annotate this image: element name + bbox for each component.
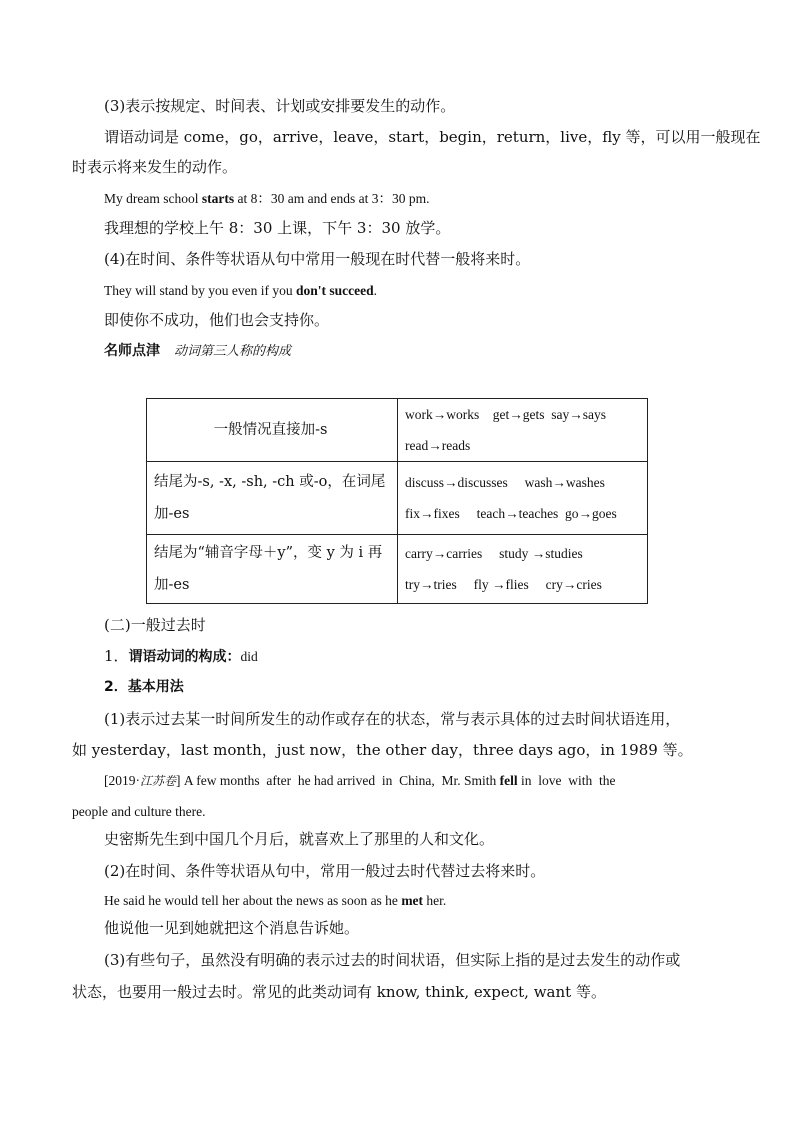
paragraph-line: 状态，也要用一般过去时。常见的此类动词有 know, think, expect, want 等。 xyxy=(72,983,606,1001)
example-line: fix→fixes teach→teaches go→goes xyxy=(405,506,617,521)
table-cell-examples xyxy=(398,399,648,462)
example-translation: 即使你不成功，他们也会支持你。 xyxy=(104,311,330,329)
table-cell-rule: 一般情况直接加-s xyxy=(147,399,398,462)
example-keyword: met xyxy=(401,893,424,908)
example-line: carry→carries study →studies xyxy=(405,546,583,561)
point-2: 2．基本用法 xyxy=(104,679,184,695)
point-number: 1． xyxy=(104,647,129,665)
point-1 xyxy=(104,646,754,667)
source-tag: 江苏卷 xyxy=(140,774,177,788)
section-heading-3: (3)表示按规定、时间表、计划或安排要发生的动作。 xyxy=(104,97,456,115)
point-label: 谓语动词的构成： xyxy=(128,649,241,665)
example-keyword: starts xyxy=(201,191,235,206)
table-row xyxy=(147,399,648,462)
example-text: My dream school xyxy=(104,191,202,206)
paragraph-line: 如 yesterday，last month，just now，the other day，three days ago，in 1989 等。 xyxy=(72,741,693,759)
point-value: did xyxy=(240,649,258,664)
table-row xyxy=(147,535,648,604)
table-cell-rule: 结尾为“辅音字母＋y”，变 y 为 i 再加-es xyxy=(147,535,398,604)
example-sentence xyxy=(104,281,754,301)
example-text: He said he would tell her about the news as soon as he xyxy=(104,893,402,908)
example-line: discuss→discusses wash→washes xyxy=(405,475,605,490)
section-heading-2: (2)在时间、条件等状语从句中，常用一般过去时代替过去将来时。 xyxy=(104,862,546,880)
paragraph-line: (1)表示过去某一时间所发生的动作或存在的状态，常与表示具体的过去时间状语连用， xyxy=(104,710,681,728)
source-open: [2019· xyxy=(104,773,140,788)
table-cell-examples xyxy=(398,535,648,604)
paragraph-line: (3)有些句子，虽然没有明确的表示过去的时间状语，但实际上指的是过去发生的动作或 xyxy=(104,951,681,969)
table-cell-rule: 结尾为-s, -x, -sh, -ch 或-o，在词尾加-es xyxy=(147,462,398,535)
paragraph-line: 时表示将来发生的动作。 xyxy=(72,158,238,176)
example-translation: 史密斯先生到中国几个月后，就喜欢上了那里的人和文化。 xyxy=(104,830,495,848)
example-line: try→tries fly →flies cry→cries xyxy=(405,577,602,592)
example-text: They will stand by you even if you xyxy=(104,283,296,298)
tip-label: 名师点津 xyxy=(104,343,160,359)
tip-title: 动词第三人称的构成 xyxy=(174,344,292,359)
example-keyword: fell xyxy=(499,773,518,788)
example-translation: 他说他一见到她就把这个消息告诉她。 xyxy=(104,919,360,937)
section-title: (二)一般过去时 xyxy=(104,616,206,634)
table-row xyxy=(147,462,648,535)
teacher-tip xyxy=(104,340,754,362)
third-person-rules-table xyxy=(146,398,648,604)
section-heading-4: (4)在时间、条件等状语从句中常用一般现在时代替一般将来时。 xyxy=(104,250,531,268)
example-translation: 我理想的学校上午 8：30 上课，下午 3：30 放学。 xyxy=(104,219,451,237)
example-text: in love with the xyxy=(517,773,616,788)
example-text: at 8：30 am and ends at 3：30 pm. xyxy=(234,191,430,206)
example-text: ] A few months after he had arrived in China, Mr. Smith xyxy=(176,773,500,788)
example-sentence xyxy=(104,891,754,911)
example-line: work→works get→gets say→says xyxy=(405,407,606,422)
example-text: her. xyxy=(423,893,447,908)
example-sentence xyxy=(104,771,754,791)
example-keyword: don't succeed xyxy=(295,283,374,298)
example-sentence-cont: people and culture there. xyxy=(72,804,206,819)
example-line: read→reads xyxy=(405,438,471,453)
example-sentence xyxy=(104,189,754,209)
example-text: . xyxy=(373,283,377,298)
table-cell-examples xyxy=(398,462,648,535)
paragraph-line: 谓语动词是 come，go，arrive，leave，start，begin，return，live，fly 等，可以用一般现在 xyxy=(104,128,761,146)
